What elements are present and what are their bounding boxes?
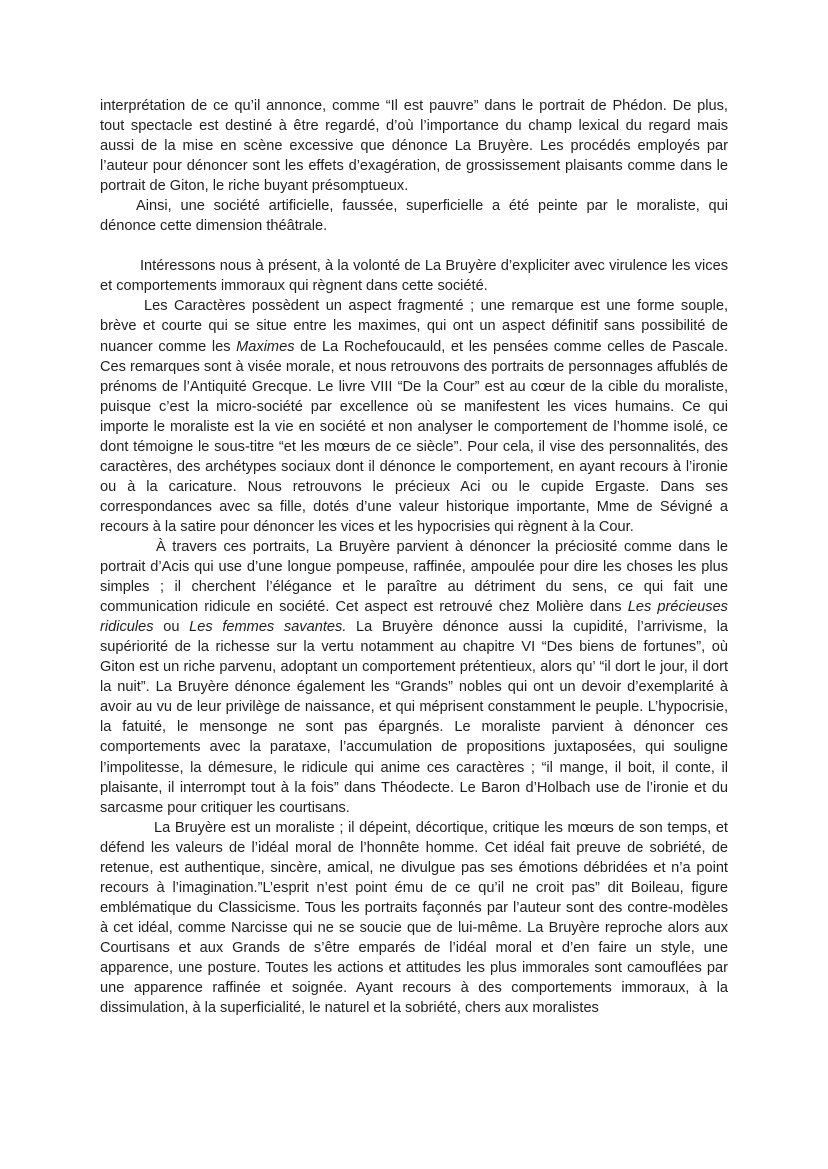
italic-title: Les précieuses ridicules: [100, 599, 728, 636]
paragraph-phedon: interprétation de ce qu’il annonce, comme “Il est pauvre” dans le portrait de Phédon. De plus, tout spectacle est destiné à être regardé, d’où l’importance du champ lexical du regard mais aussi de la mise en scène excessive que dénonce La Bruyère. Les procédés employés par l’auteur pour dénoncer sont les effets d’exagération, de grossissement plaisants comme dans le portrait de Giton, le riche buyant présomptueux.: [100, 98, 728, 195]
paragraph-ideal-moral: La Bruyère est un moraliste ; il dépeint, décortique, critique les mœurs de son temps, et défend les valeurs de l’idéal moral de l’honnête homme. Cet idéal fait preuve de sobriété, de retenue, est authentique, sincère, amical, ne divulgue pas ses émotions débridées et n’a point recours à l’imagination.”L’esprit n’est point ému de ce qu’il ne croit pas” dit Boileau, figure emblématique du Classicisme. Tous les portraits façonnés par l’auteur sont des contre-modèles à cet idéal, comme Narcisse qui ne se soucie que de lui-même. La Bruyère reproche alors aux Courtisans et aux Grands de s’être emparés de l’idéal moral et d’en faire un style, une apparence, une posture. Toutes les actions et attitudes les plus immorales sont camouflées par une apparence raffinée et soignée. Ayant recours à des comportements immoraux, à la dissimulation, à la superficialité, le naturel et la sobriété, chers aux moralistes: [100, 819, 728, 1017]
text-segment: ou: [153, 619, 190, 636]
document-page: [100, 96, 728, 1018]
italic-title: Les femmes savantes.: [189, 619, 347, 636]
paragraph-caracteres: [100, 296, 728, 537]
italic-title: Maximes: [236, 338, 295, 355]
paragraph-preciosite: [100, 537, 728, 818]
paragraph-transition: Intéressons nous à présent, à la volonté de La Bruyère d’expliciter avec virulence les vices et comportements immoraux qui règnent dans cette société.: [100, 258, 728, 295]
text-segment: Les Caractères possèdent un aspect fragmenté ; une remarque est une forme souple, brève et courte qui se situe entre les maximes, qui ont un aspect définitif sans possibilité de nuancer comme les: [100, 298, 728, 355]
paragraph-conclusion-theatre: Ainsi, une société artificielle, faussée, superficielle a été peinte par le moraliste, qui dénonce cette dimension théâtrale.: [100, 198, 728, 235]
text-segment: La Bruyère dénonce aussi la cupidité, l’arrivisme, la supériorité de la richesse sur la vertu notamment au chapitre VI “Des biens de fortunes”, où Giton est un riche parvenu, adoptant un comportement prétentieux, alors qu’ “il dort le jour, il dort la nuit”. La Bruyère dénonce également les “Grands” nobles qui ont un devoir d’exemplarité à avoir au vu de leur privilège de naissance, et qui méprisent constamment le peuple. L’hypocrisie, la fatuité, le mensonge ne sont pas épargnés. Le moraliste parvient à dénoncer ces comportements avec la parataxe, l’accumulation de propositions juxtaposées, qui souligne l’impolitesse, la démesure, le ridicule qui anime ces caractères ; “il mange, il boit, il conte, il plaisante, il interrompt tout à la fois” dans Théodecte. Le Baron d’Holbach use de l’ironie et du sarcasme pour critiquer les courtisans.: [100, 619, 728, 816]
section-gap: [100, 236, 728, 256]
text-segment: À travers ces portraits, La Bruyère parvient à dénoncer la préciosité comme dans le portrait d’Acis qui use d’une longue pompeuse, raffinée, ampoulée pour dire les choses les plus simples ; il cherchent l’élégance et le paraître au détriment du sens, ce qui fait une communication ridicule en société. Cet aspect est retrouvé chez Molière dans: [100, 538, 728, 616]
text-segment: de La Rochefoucauld, et les pensées comme celles de Pascale. Ces remarques sont à visée morale, et nous retrouvons des portraits de personnages affublés de prénoms de l’Antiquité Grecque. Le livre VIII “De la Cour” est au cœur de la cible du moraliste, puisque c’est la micro-société par excellence où se manifestent les vices humains. Ce qui importe le moraliste est la vie en société et non analyser le comportement de l’homme isolé, ce dont témoigne le sous-titre “et les mœurs de ce siècle”. Pour cela, il vise des personnalités, des caractères, des archétypes sociaux dont il dénonce le comportement, en ayant recours à l’ironie ou à la caricature. Nous retrouvons le précieux Aci ou le cupide Ergaste. Dans ses correspondances avec sa fille, dotés d’une valeur historique importante, Mme de Sévigné a recours à la satire pour dénoncer les vices et les hypocrisies qui règnent à la Cour.: [100, 338, 729, 535]
